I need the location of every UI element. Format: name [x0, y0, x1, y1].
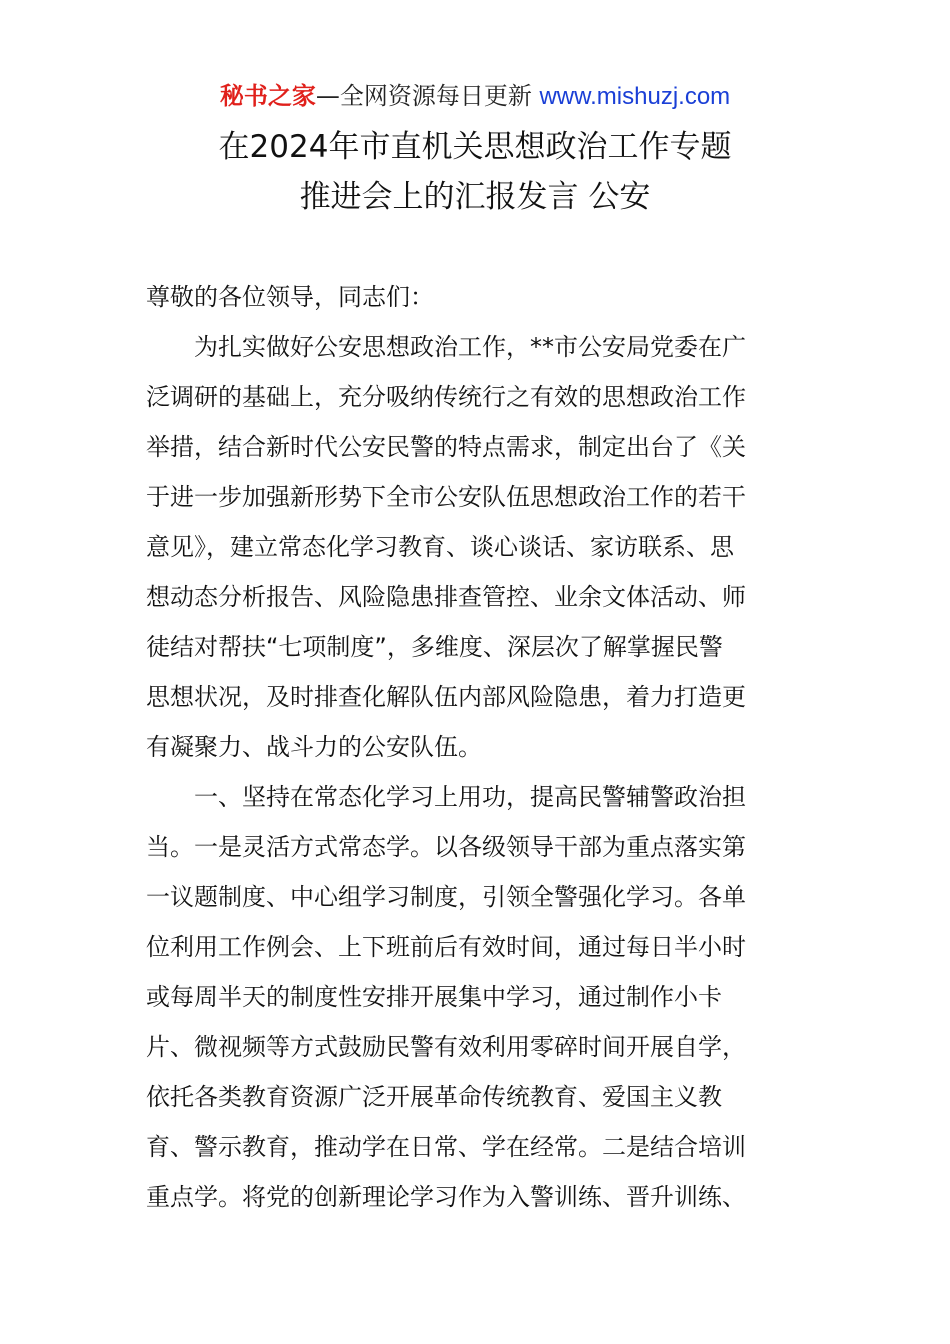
body-line: 一、坚持在常态化学习上用功，提高民警辅警政治担: [194, 783, 746, 811]
body-line: 一议题制度、中心组学习制度，引领全警强化学习。各单: [146, 883, 746, 911]
document-title-line-2: 推进会上的汇报发言 公安: [299, 179, 651, 215]
document-title-line-1: 在2024年市直机关思想政治工作专题: [218, 129, 732, 165]
body-line: 重点学。将党的创新理论学习作为入警训练、晋升训练、: [146, 1183, 746, 1211]
body-line: 育、警示教育，推动学在日常、学在经常。二是结合培训: [146, 1133, 746, 1161]
site-url-link[interactable]: www.mishuzj.com: [539, 83, 731, 110]
site-tagline: —全网资源每日更新: [315, 82, 540, 110]
body-line: 有凝聚力、战斗力的公安队伍。: [146, 733, 482, 761]
body-line: 徒结对帮扶“七项制度”，多维度、深层次了解掌握民警: [146, 633, 723, 661]
site-banner: [0, 80, 950, 113]
body-line: 依托各类教育资源广泛开展革命传统教育、爱国主义教: [146, 1083, 722, 1111]
body-line: 位利用工作例会、上下班前后有效时间，通过每日半小时: [146, 933, 746, 961]
body-line: 泛调研的基础上，充分吸纳传统行之有效的思想政治工作: [146, 383, 746, 411]
body-line: 思想状况，及时排查化解队伍内部风险隐患，着力打造更: [146, 683, 746, 711]
body-line: 当。一是灵活方式常态学。以各级领导干部为重点落实第: [146, 833, 746, 861]
body-line: 片、微视频等方式鼓励民警有效利用零碎时间开展自学，: [146, 1033, 746, 1061]
body-line: 于进一步加强新形势下全市公安队伍思想政治工作的若干: [146, 483, 746, 511]
body-line: 为扎实做好公安思想政治工作，**市公安局党委在广: [194, 333, 746, 361]
site-brand: 秘书之家: [219, 82, 316, 110]
body-line: 意见》，建立常态化学习教育、谈心谈话、家访联系、思: [146, 533, 734, 561]
body-line: 或每周半天的制度性安排开展集中学习，通过制作小卡: [146, 983, 722, 1011]
salutation: 尊敬的各位领导，同志们：: [146, 283, 434, 311]
body-line: 举措，结合新时代公安民警的特点需求，制定出台了《关: [146, 433, 746, 461]
body-line: 想动态分析报告、风险隐患排查管控、业余文体活动、师: [146, 583, 746, 611]
